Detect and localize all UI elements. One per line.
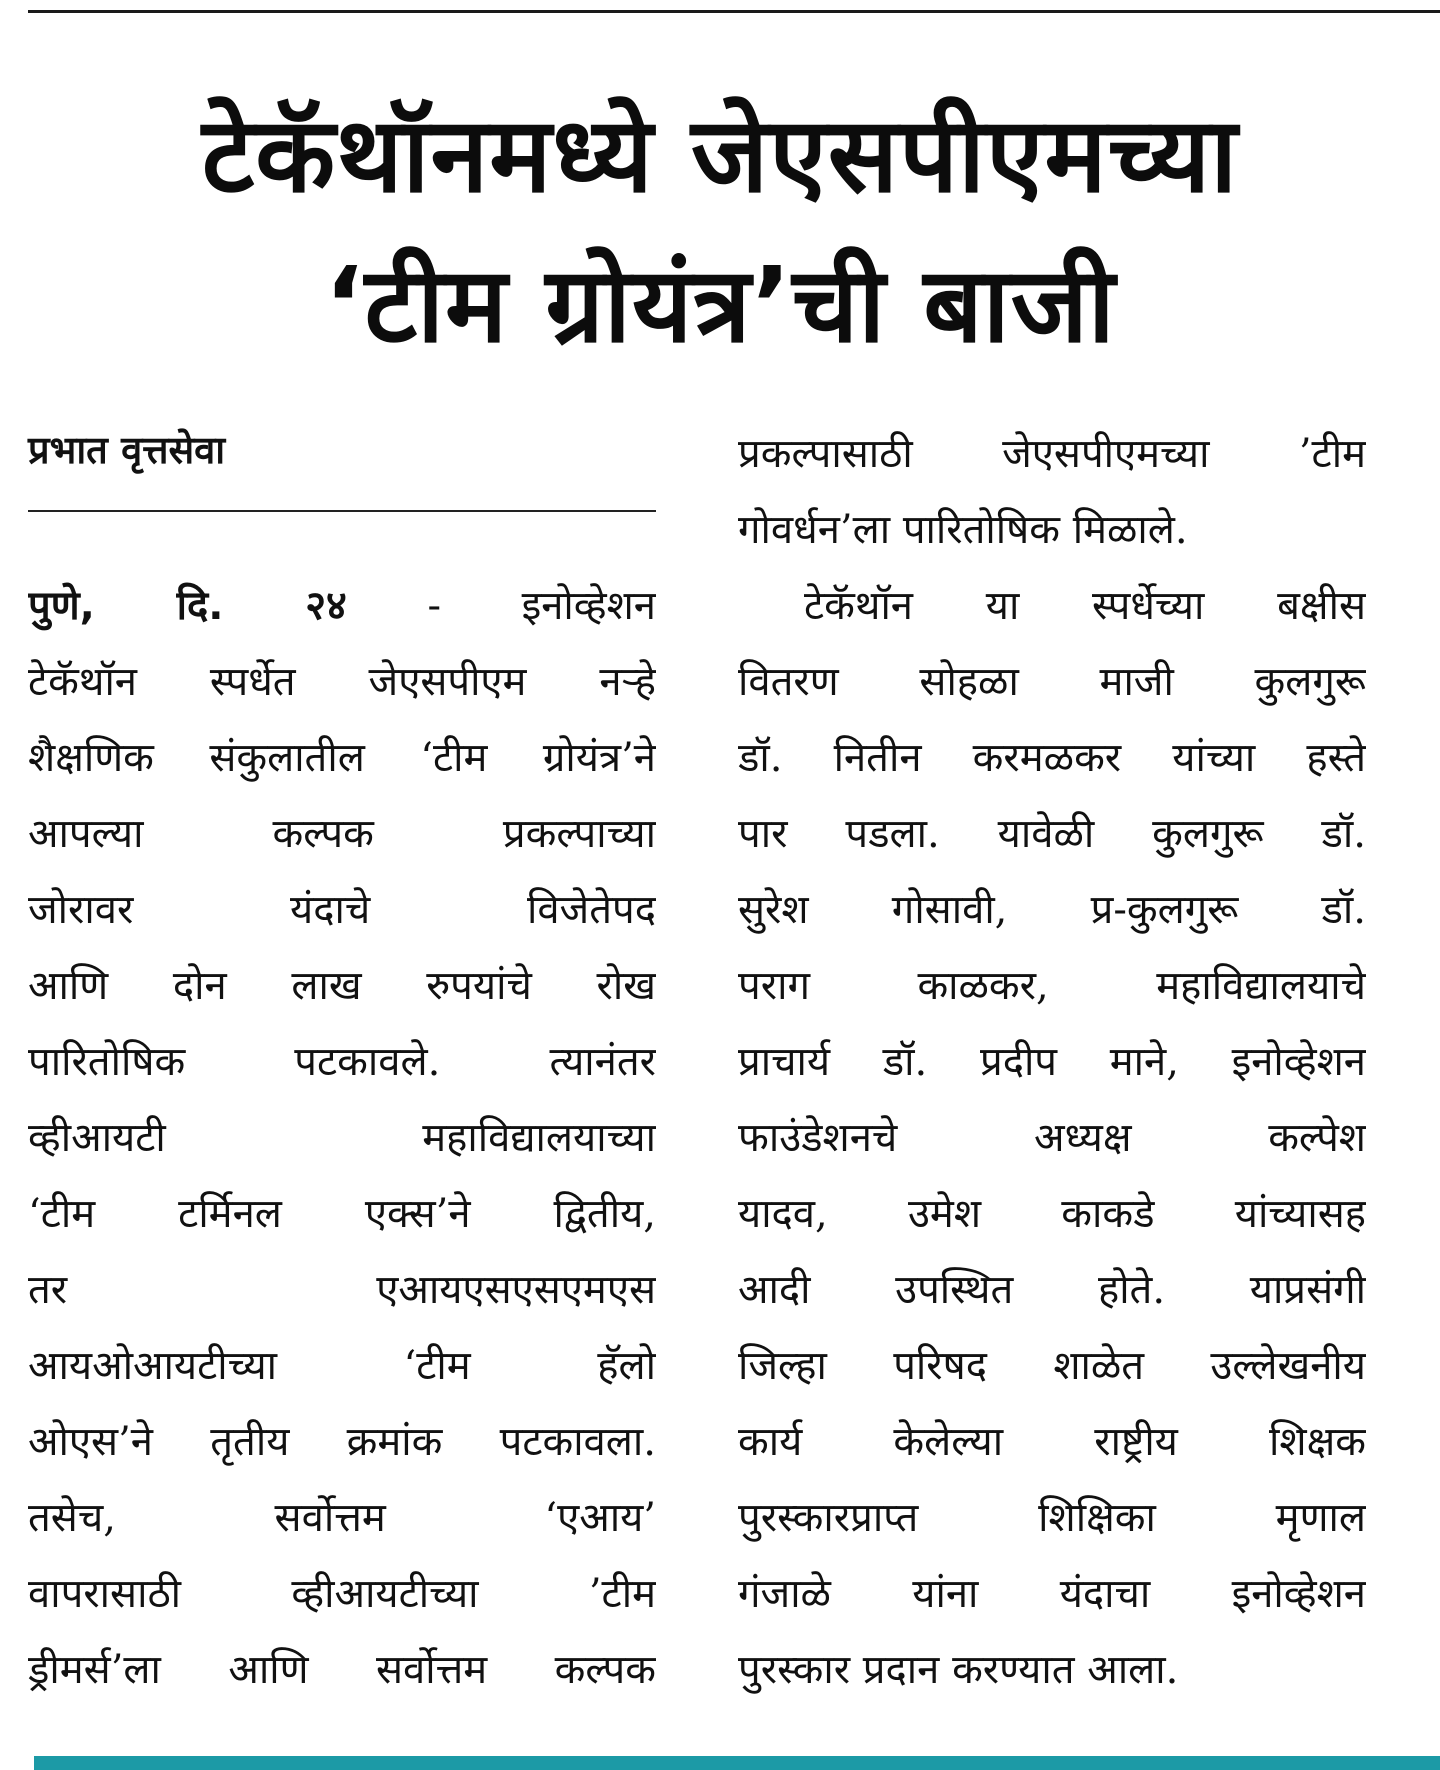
article-line: गोवर्धन’ला पारितोषिक मिळाले.: [738, 507, 1188, 553]
article-line: पारितोषिक पटकावले. त्यानंतर: [28, 1039, 656, 1085]
article-line: प्राचार्य डॉ. प्रदीप माने, इनोव्हेशन: [738, 1039, 1366, 1085]
article-line: आयओआयटीच्या ‘टीम हॅलो: [28, 1343, 656, 1389]
article-line: पुरस्कारप्राप्त शिक्षिका मृणाल: [738, 1495, 1366, 1541]
article-line-text: - इनोव्हेशन: [346, 583, 656, 629]
article-line: टेकॅथॉन स्पर्धेत जेएसपीएम नऱ्हे: [28, 659, 656, 705]
article-line: ड्रीमर्स’ला आणि सर्वोत्तम कल्पक: [28, 1647, 656, 1693]
article-line: जोरावर यंदाचे विजेतेपद: [28, 887, 656, 933]
article-line: यादव, उमेश काकडे यांच्यासह: [738, 1191, 1366, 1237]
dateline: पुणे, दि. २४: [28, 583, 347, 629]
article-line: ओएस’ने तृतीय क्रमांक पटकावला.: [28, 1419, 656, 1465]
article-line: जिल्हा परिषद शाळेत उल्लेखनीय: [738, 1343, 1366, 1389]
top-rule: [28, 10, 1440, 13]
article-column-right: [738, 416, 1366, 1708]
headline-line-2: ‘टीम ग्रोयंत्र’ची बाजी: [324, 244, 1116, 366]
article-line: पराग काळकर, महाविद्यालयाचे: [738, 963, 1366, 1009]
article-column-left: [28, 568, 656, 1708]
article-line: डॉ. नितीन करमळकर यांच्या हस्ते: [738, 735, 1366, 781]
article-line: ‘टीम टर्मिनल एक्स’ने द्वितीय,: [28, 1191, 656, 1237]
headline-line-1: टेकॅथॉनमध्ये जेएसपीएमच्या: [201, 94, 1239, 216]
article-line: आदी उपस्थित होते. याप्रसंगी: [738, 1267, 1366, 1313]
article-line: [28, 568, 656, 644]
article-line: कार्य केलेल्या राष्ट्रीय शिक्षक: [738, 1419, 1366, 1465]
article-line: वितरण सोहळा माजी कुलगुरू: [738, 659, 1366, 705]
article-line: पुरस्कार प्रदान करण्यात आला.: [738, 1647, 1179, 1693]
bottom-accent-bar: [34, 1756, 1440, 1770]
article-line: आपल्या कल्पक प्रकल्पाच्या: [28, 811, 656, 857]
byline: प्रभात वृत्तसेवा: [28, 428, 226, 472]
article-line: वापरासाठी व्हीआयटीच्या ’टीम: [28, 1571, 656, 1617]
article-line: व्हीआयटी महाविद्यालयाच्या: [28, 1115, 656, 1161]
article-line: गंजाळे यांना यंदाचा इनोव्हेशन: [738, 1571, 1366, 1617]
article-line: पार पडला. यावेळी कुलगुरू डॉ.: [738, 811, 1366, 857]
article-line: शैक्षणिक संकुलातील ‘टीम ग्रोयंत्र’ने: [28, 735, 656, 781]
byline-rule: [28, 510, 656, 512]
article-line: आणि दोन लाख रुपयांचे रोख: [28, 963, 656, 1009]
article-line: टेकॅथॉन या स्पर्धेच्या बक्षीस: [804, 583, 1366, 629]
article-line: प्रकल्पासाठी जेएसपीएमच्या ’टीम: [738, 431, 1366, 477]
article-line: तर एआयएसएसएमएस: [28, 1267, 656, 1313]
headline: [40, 80, 1400, 380]
article-line: फाउंडेशनचे अध्यक्ष कल्पेश: [738, 1115, 1366, 1161]
article-line: तसेच, सर्वोत्तम ‘एआय’: [28, 1495, 656, 1541]
article-line: सुरेश गोसावी, प्र-कुलगुरू डॉ.: [738, 887, 1366, 933]
